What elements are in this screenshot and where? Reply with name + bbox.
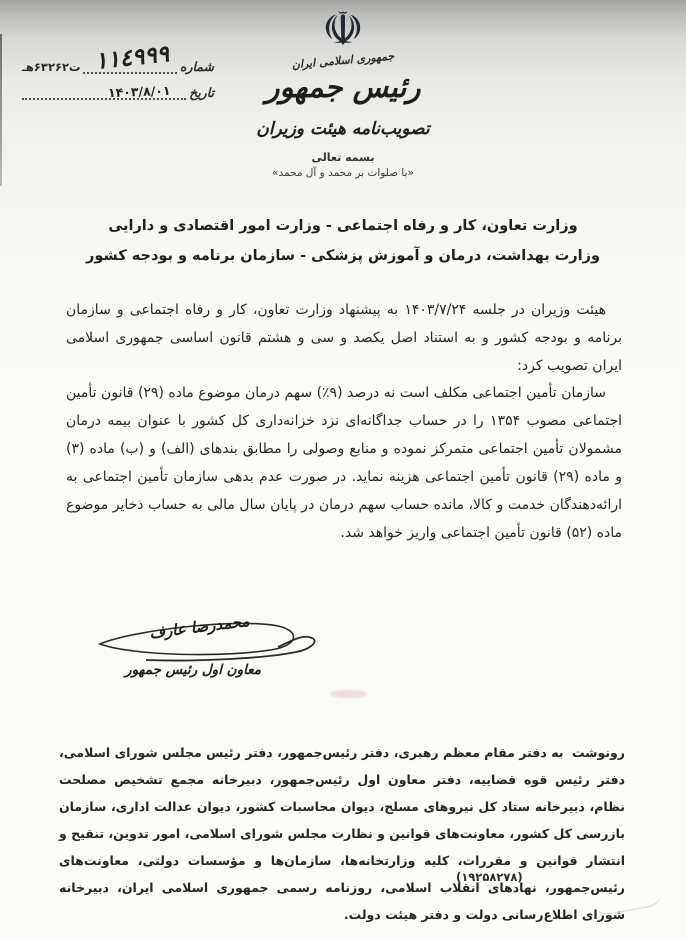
date-dotted-line bbox=[22, 72, 186, 100]
number-dotted-line bbox=[83, 38, 177, 74]
reference-block bbox=[22, 40, 214, 100]
addressee-line-1: وزارت تعاون، کار و رفاه اجتماعی - وزارت امور اقتصادی و دارایی bbox=[108, 218, 578, 234]
signature-block bbox=[88, 602, 338, 690]
distribution-note bbox=[59, 739, 625, 928]
date-value: ۱۴۰۳/۸/۰۱ bbox=[107, 82, 171, 101]
signer-name: محمدرضا عارف bbox=[148, 611, 251, 643]
president-calligraphy: رئیس جمهور bbox=[265, 70, 421, 104]
distribution-text: به دفتر مقام معظم رهبری، دفتر رئیس‌جمهور، دفتر رئیس مجلس شورای اسلامی، دفتر رئیس قوه قضاییه، دفتر معاون اول رئیس‌جمهور، دبیرخانه مجمع تشخیص مصلحت نظام، دبیرخانه ستاد کل نیروهای مسلح، دیوان محاسبات کشور، دیوان عدالت اداری، سازمان بازرسی کل کشور، معاونت‌های قوانین و نظارت مجلس شورای اسلامی، امور تدوین، تنقیح و انتشار قوانین و مقررات، کلیه وزارتخانه‌ها، سازمان‌ها و مؤسسات دولتی، معاونت‌های رئیس‌جمهور، نهادهای انقلاب اسلامی، روزنامه رسمی جمهوری اسلامی ایران، دبیرخانه شورای اطلاع‌رسانی دولت و دفتر هیئت دولت. bbox=[59, 745, 625, 922]
country-name: جمهوری اسلامی ایران bbox=[291, 49, 395, 72]
decree-ruling-paragraph: سازمان تأمین اجتماعی مکلف است نه درصد (۹٪) سهم درمان موضوع ماده (۲۹) قانون تأمین اجتماعی مصوب ۱۳۵۴ را در حساب جداگانه‌ای نزد خزانه‌داری کل کشور با عنوان بیمه درمان مشمولان تأمین اجتماعی متمرکز نموده و منابع وصولی را مطابق بندهای (الف) و (ب) ماده (۳) و ماده (۲۹) قانون تأمین اجتماعی هزینه نماید. در صورت عدم بدهی سازمان تأمین اجتماعی به ارائه‌دهندگان خدمت و کالا، مانده حساب سهم درمان در پایان سال مالی به حساب ذخایر موضوع ماده (۵۲) قانون تأمین اجتماعی واریز خواهد شد. bbox=[66, 385, 622, 541]
cabinet-decree-calligraphy: تصویب‌نامه هیئت وزیران bbox=[256, 119, 430, 139]
number-label: شماره bbox=[179, 59, 214, 74]
besmeleh-line: بسمه تعالی bbox=[311, 151, 375, 164]
archive-reference-number: (۱۹۲۵۸۲۷۸) bbox=[456, 870, 523, 884]
scan-smudge-artifact bbox=[330, 690, 368, 698]
reference-date-row bbox=[22, 74, 214, 100]
signature-scribble bbox=[88, 602, 338, 690]
addressee-line-2: وزارت بهداشت، درمان و آموزش پزشکی - سازمان برنامه و بودجه کشور bbox=[86, 248, 600, 264]
decree-preamble-paragraph: هیئت وزیران در جلسه ۱۴۰۳/۷/۲۴ به پیشنهاد وزارت تعاون، کار و رفاه اجتماعی و سازمان برنامه و بودجه کشور و به استناد اصل یکصد و سی و هشتم قانون اساسی جمهوری اسلامی ایران تصویب کرد: bbox=[66, 302, 622, 374]
handwritten-number: ١١٤٩٩٩ bbox=[93, 41, 171, 75]
printed-number-suffix: ت۶۳۲۶۲هـ bbox=[22, 60, 81, 74]
signer-title: معاون اول رئیس جمهور bbox=[125, 662, 261, 678]
reference-number-row bbox=[22, 40, 214, 74]
distribution-label: رونوشت bbox=[571, 745, 625, 760]
iran-emblem-icon: ☫ bbox=[321, 2, 365, 57]
salawat-line: «با صلوات بر محمد و آل محمد» bbox=[272, 167, 414, 179]
addressee-block bbox=[0, 211, 686, 271]
date-label: تاریخ bbox=[189, 85, 214, 100]
